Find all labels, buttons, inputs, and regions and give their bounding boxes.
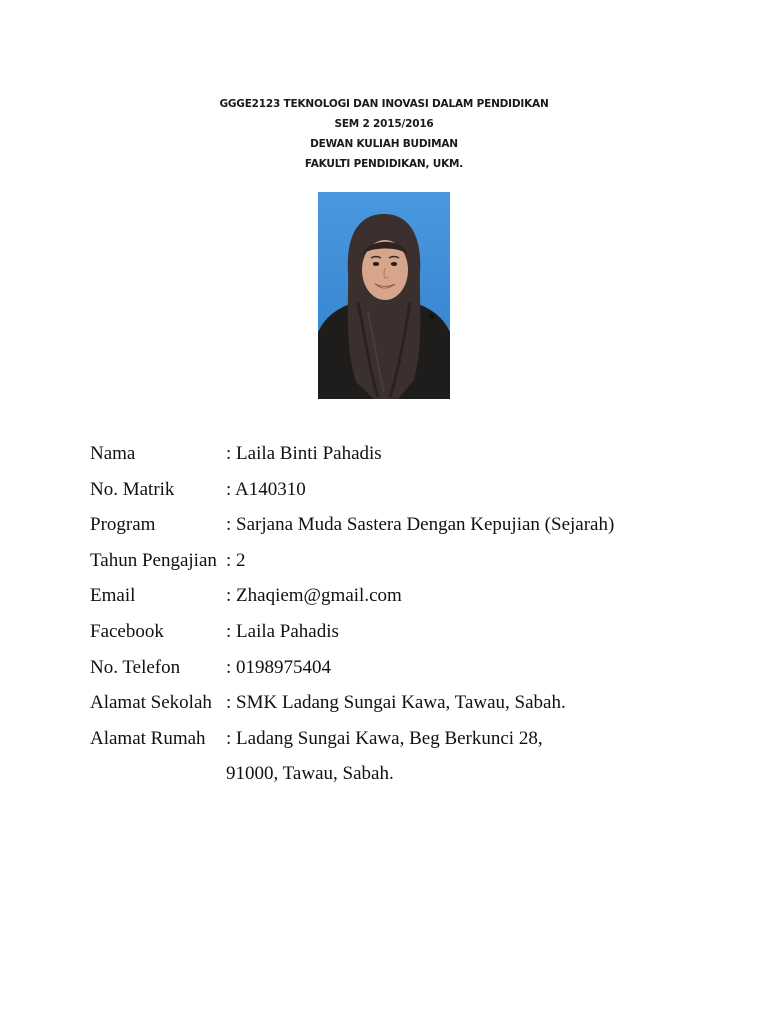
detail-row-alamat-rumah	[90, 725, 730, 761]
detail-value: : Ladang Sungai Kawa, Beg Berkunci 28,	[226, 727, 543, 749]
detail-label: No. Matrik	[90, 478, 175, 500]
detail-row-program	[90, 511, 730, 547]
venue: DEWAN KULIAH BUDIMAN	[310, 138, 458, 150]
student-photo	[318, 192, 450, 399]
detail-row-matrik	[90, 476, 730, 512]
detail-row-alamat-rumah-cont	[90, 760, 730, 796]
detail-value: : Zhaqiem@gmail.com	[226, 585, 402, 607]
detail-value: : SMK Ladang Sungai Kawa, Tawau, Sabah.	[226, 692, 566, 714]
detail-value: : Sarjana Muda Sastera Dengan Kepujian (Sejarah)	[226, 514, 615, 536]
detail-value: 91000, Tawau, Sabah.	[226, 763, 394, 785]
detail-row-nama	[90, 440, 730, 476]
detail-label: Facebook	[90, 620, 164, 642]
detail-label: Alamat Sekolah	[90, 692, 212, 714]
detail-label: Email	[90, 585, 136, 607]
faculty: FAKULTI PENDIDIKAN, UKM.	[304, 158, 464, 170]
course-title: GGGE2123 TEKNOLOGI DAN INOVASI DALAM PENDIDIKAN	[219, 98, 549, 110]
semester: SEM 2 2015/2016	[334, 118, 434, 130]
detail-value: : 2	[226, 549, 246, 571]
detail-label: Alamat Rumah	[90, 727, 206, 749]
document-header	[0, 94, 768, 174]
detail-row-telefon	[90, 654, 730, 690]
detail-label: No. Telefon	[90, 656, 181, 678]
detail-row-alamat-sekolah	[90, 689, 730, 725]
detail-row-facebook	[90, 618, 730, 654]
detail-value: : Laila Binti Pahadis	[226, 443, 382, 464]
detail-value: : A140310	[226, 478, 306, 500]
detail-value: : 0198975404	[226, 656, 332, 678]
detail-label: Program	[90, 514, 156, 536]
detail-label: Tahun Pengajian	[90, 549, 217, 571]
detail-row-email	[90, 582, 730, 618]
student-details	[90, 440, 730, 796]
detail-row-tahun	[90, 547, 730, 583]
detail-value: : Laila Pahadis	[226, 620, 339, 642]
detail-label: Nama	[90, 443, 136, 464]
